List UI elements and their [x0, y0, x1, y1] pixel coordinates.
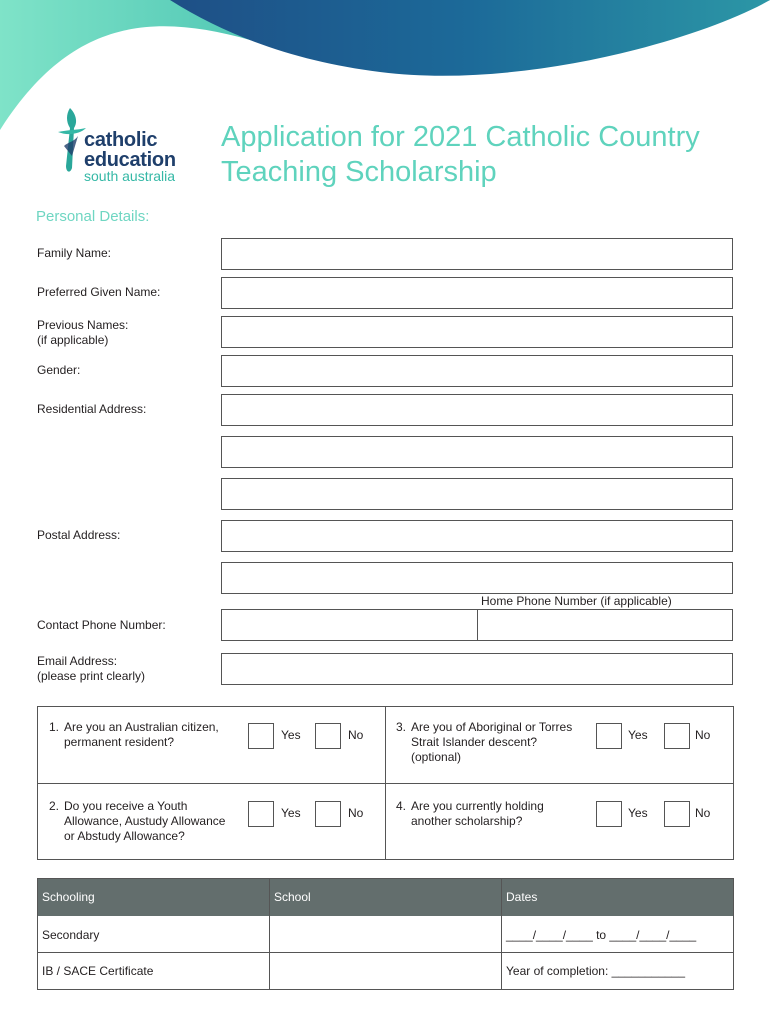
row-divider [38, 952, 733, 953]
q3-no-checkbox[interactable] [664, 723, 690, 749]
question-number: 1. [49, 720, 60, 734]
previous-names-field[interactable] [221, 316, 733, 348]
q1-no-checkbox[interactable] [315, 723, 341, 749]
q4-no-checkbox[interactable] [664, 801, 690, 827]
logo-text-catholic: catholic [84, 129, 158, 151]
schooling-table [37, 878, 734, 990]
email-label: Email Address: (please print clearly) [37, 654, 146, 683]
table-cell-schooling: Secondary [42, 928, 100, 942]
table-cell-school-input[interactable] [274, 964, 496, 980]
q4-no-label: No [695, 806, 711, 820]
q4-yes-checkbox[interactable] [596, 801, 622, 827]
gender-label: Gender: [37, 363, 81, 377]
q3-no-label: No [695, 728, 711, 742]
q4-yes-label: Yes [628, 806, 648, 820]
question-number: 2. [49, 799, 60, 813]
table-cell-school-input[interactable] [274, 928, 496, 944]
column-divider [501, 879, 502, 989]
question-number: 3. [396, 720, 407, 734]
gender-field[interactable] [221, 355, 733, 387]
row-divider [38, 783, 733, 784]
logo-text-region: south australia [84, 168, 176, 184]
home-phone-label: Home Phone Number (if applicable) [481, 594, 672, 608]
header-schooling: Schooling [42, 890, 95, 904]
postal-address-line-2[interactable] [221, 562, 733, 594]
q1-yes-checkbox[interactable] [248, 723, 274, 749]
q3-yes-label: Yes [628, 728, 648, 742]
catholic-education-logo [56, 106, 206, 186]
column-divider [269, 879, 270, 989]
q3-yes-checkbox[interactable] [596, 723, 622, 749]
contact-phone-field[interactable] [221, 609, 478, 641]
table-cell-dates[interactable]: ____/____/____ to ____/____/____ [506, 928, 697, 942]
postal-address-label: Postal Address: [37, 528, 121, 542]
family-name-field[interactable] [221, 238, 733, 270]
postal-address-line-1[interactable] [221, 520, 733, 552]
q1-yes-label: Yes [281, 728, 301, 742]
q2-yes-checkbox[interactable] [248, 801, 274, 827]
table-cell-schooling: IB / SACE Certificate [42, 964, 154, 978]
question-text: Do you receive a Youth Allowance, Austudy Allowance or Abstudy Allowance? [64, 799, 226, 843]
previous-names-label: Previous Names: (if applicable) [37, 318, 129, 347]
logo-text-education: education [84, 149, 176, 171]
q1-no-label: No [348, 728, 364, 742]
q2-no-label: No [348, 806, 364, 820]
form-title: Application for 2021 Catholic Country Teaching Scholarship [221, 121, 700, 188]
q2-no-checkbox[interactable] [315, 801, 341, 827]
table-cell-dates[interactable]: Year of completion: ___________ [506, 964, 686, 978]
contact-phone-label: Contact Phone Number: [37, 618, 166, 632]
home-phone-field[interactable] [477, 609, 733, 641]
question-text: Are you an Australian citizen, permanent resident? [64, 720, 219, 749]
personal-details-heading: Personal Details: [36, 208, 150, 225]
question-number: 4. [396, 799, 407, 813]
table-header-row [38, 879, 733, 916]
family-name-label: Family Name: [37, 246, 112, 260]
preferred-given-name-field[interactable] [221, 277, 733, 309]
residential-address-line-1[interactable] [221, 394, 733, 426]
question-text: Are you of Aboriginal or Torres Strait Islander descent? (optional) [411, 720, 573, 764]
preferred-given-name-label: Preferred Given Name: [37, 285, 161, 299]
residential-address-label: Residential Address: [37, 402, 147, 416]
q2-yes-label: Yes [281, 806, 301, 820]
eligibility-questions [37, 706, 734, 860]
email-field[interactable] [221, 653, 733, 685]
residential-address-line-2[interactable] [221, 436, 733, 468]
header-school: School [274, 890, 311, 904]
residential-address-line-3[interactable] [221, 478, 733, 510]
header-dates: Dates [506, 890, 538, 904]
question-text: Are you currently holding another scholarship? [411, 799, 544, 828]
